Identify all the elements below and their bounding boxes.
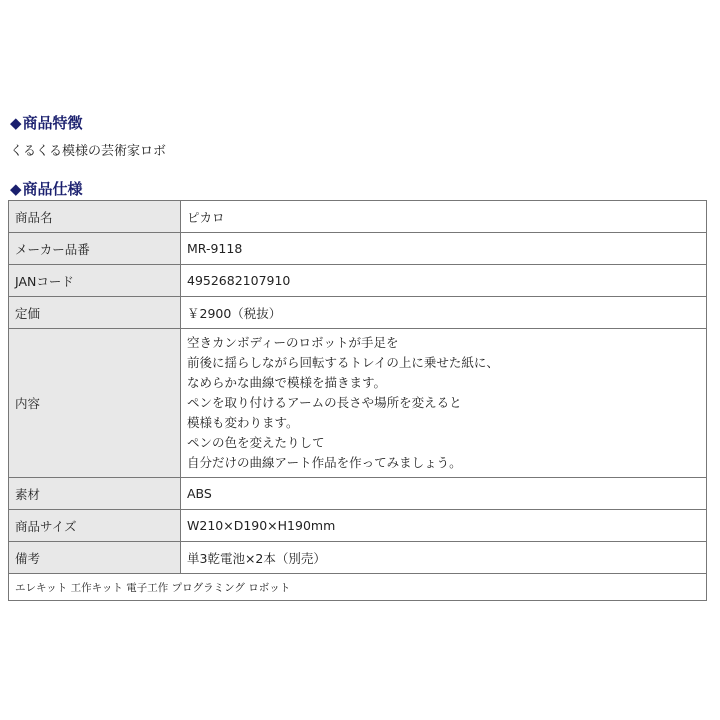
spec-label: JANコード xyxy=(9,265,181,297)
contents-line: 自分だけの曲線アート作品を作ってみましょう。 xyxy=(187,455,462,470)
contents-line: ペンの色を変えたりして xyxy=(187,435,325,450)
spec-row-list-price xyxy=(9,297,707,329)
features-heading xyxy=(10,114,83,132)
spec-label: 商品名 xyxy=(9,201,181,233)
spec-heading xyxy=(10,180,83,198)
spec-value: ピカロ xyxy=(181,201,707,233)
spec-heading-text: 商品仕様 xyxy=(22,180,83,198)
spec-row-material xyxy=(9,478,707,510)
spec-row-product-size xyxy=(9,510,707,542)
spec-value: ABS xyxy=(181,478,707,510)
spec-table xyxy=(8,200,707,601)
keywords-text: エレキット 工作キット 電子工作 プログラミング ロボット xyxy=(9,574,707,601)
diamond-bullet-icon: ◆ xyxy=(10,180,22,198)
spec-row-notes xyxy=(9,542,707,574)
spec-row-product-name xyxy=(9,201,707,233)
spec-value: MR-9118 xyxy=(181,233,707,265)
spec-row-keywords xyxy=(9,574,707,601)
spec-value: W210×D190×H190mm xyxy=(181,510,707,542)
spec-label: 素材 xyxy=(9,478,181,510)
spec-row-contents xyxy=(9,329,707,478)
contents-line: 前後に揺らしながら回転するトレイの上に乗せた紙に、 xyxy=(187,355,499,370)
spec-value: 4952682107910 xyxy=(181,265,707,297)
contents-line: ペンを取り付けるアームの長さや場所を変えると xyxy=(187,395,462,410)
spec-label: 備考 xyxy=(9,542,181,574)
contents-line: 空きカンボディーのロボットが手足を xyxy=(187,335,399,350)
spec-value: ￥2900（税抜） xyxy=(181,297,707,329)
contents-line: 模様も変わります。 xyxy=(187,415,299,430)
features-heading-text: 商品特徴 xyxy=(22,114,83,132)
spec-value-contents xyxy=(181,329,707,478)
spec-row-maker-part-number xyxy=(9,233,707,265)
spec-label: 内容 xyxy=(9,329,181,478)
features-description: くるくる模様の芸術家ロボ xyxy=(10,144,167,159)
spec-value: 単3乾電池×2本（別売） xyxy=(181,542,707,574)
spec-label: メーカー品番 xyxy=(9,233,181,265)
spec-row-jan-code xyxy=(9,265,707,297)
contents-line: なめらかな曲線で模様を描きます。 xyxy=(187,375,387,390)
spec-label: 定価 xyxy=(9,297,181,329)
diamond-bullet-icon: ◆ xyxy=(10,114,22,132)
spec-label: 商品サイズ xyxy=(9,510,181,542)
